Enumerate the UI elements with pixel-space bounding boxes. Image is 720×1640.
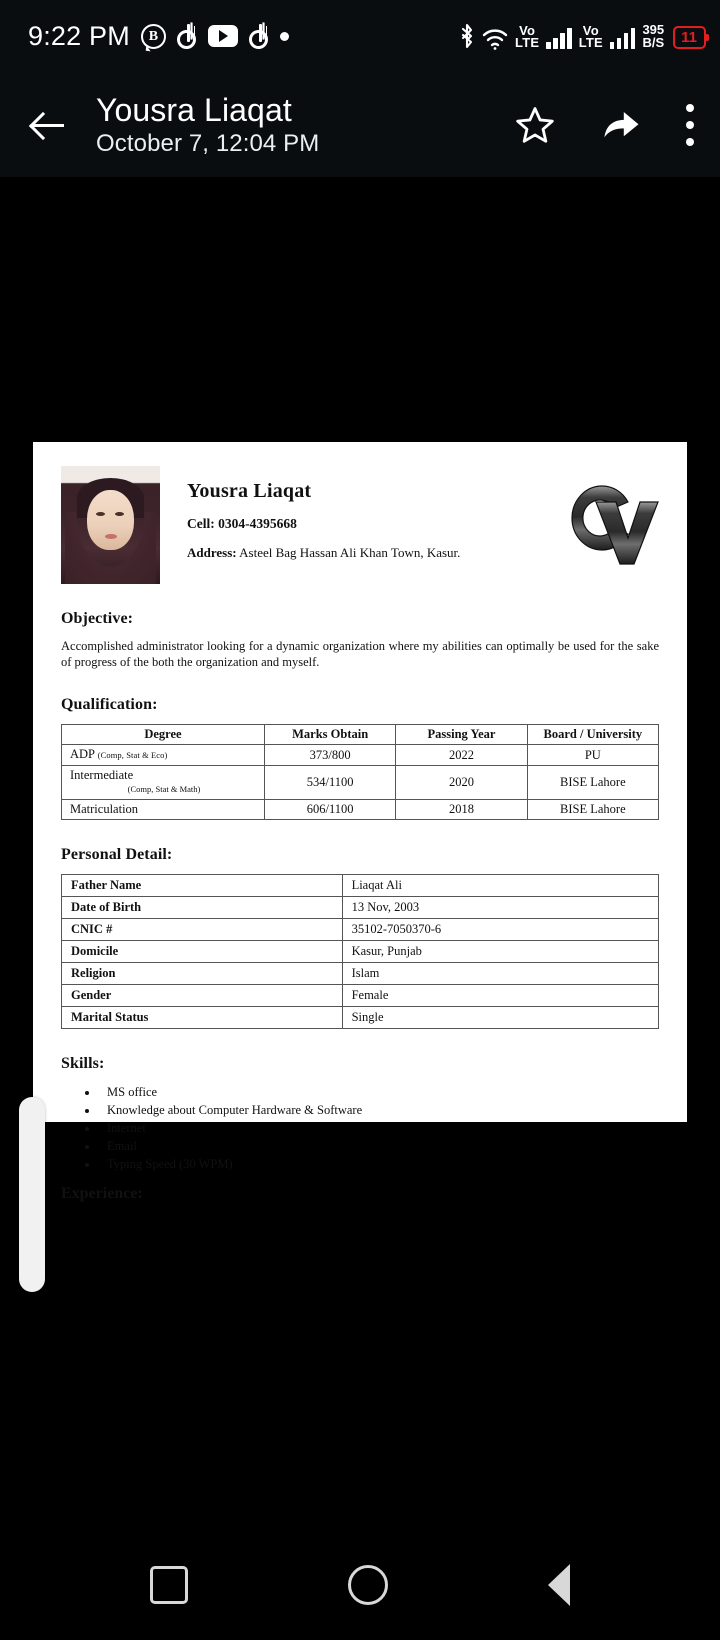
square-recents-icon[interactable]: [150, 1566, 188, 1604]
app-bar-titles: [96, 91, 319, 159]
cell-value: Single: [342, 1007, 658, 1029]
cell-value: Islam: [342, 963, 658, 985]
profile-photo: [61, 466, 160, 584]
table-row: [62, 897, 659, 919]
degree-name: Intermediate: [70, 768, 134, 782]
app-bar: [0, 72, 720, 177]
cv-identity: [160, 466, 544, 561]
circle-home-icon[interactable]: [348, 1565, 388, 1605]
cv-name: Yousra Liaqat: [187, 480, 312, 502]
table-header-row: [62, 725, 659, 745]
list-item: • MS office: [99, 1083, 659, 1101]
cell-key: Father Name: [62, 875, 343, 897]
cell-degree: [62, 745, 265, 766]
table-row: [62, 745, 659, 766]
cell-value: 35102-7050370-6: [342, 919, 658, 941]
cv-logo-icon: [544, 472, 659, 567]
tiktok-icon: [177, 24, 197, 49]
cell-board: BISE Lahore: [527, 800, 658, 820]
cv-cell-label: Cell:: [187, 516, 215, 531]
cell-key: Date of Birth: [62, 897, 343, 919]
cv-address-label: Address:: [187, 545, 237, 560]
share-icon[interactable]: [600, 104, 642, 146]
table-row: [62, 985, 659, 1007]
table-row: [62, 875, 659, 897]
sim2-lte-label: LTE: [578, 35, 603, 50]
cell-degree: [62, 766, 265, 800]
cell-key: Gender: [62, 985, 343, 1007]
column-year: Passing Year: [396, 725, 527, 745]
data-speed-unit: B/S: [642, 35, 665, 50]
cell-key: Domicile: [62, 941, 343, 963]
sim1-volte-icon: [515, 25, 539, 49]
page-subtitle: October 7, 12:04 PM: [96, 129, 320, 157]
kebab-dot: [686, 121, 694, 129]
wifi-icon: [482, 27, 508, 49]
table-row: [62, 963, 659, 985]
cell-key: CNIC #: [62, 919, 343, 941]
column-degree: Degree: [62, 725, 265, 745]
page-title: Yousra Liaqat: [96, 91, 292, 128]
degree-name: ADP: [70, 747, 95, 761]
status-bar: [0, 0, 720, 72]
objective-text: Accomplished administrator looking for a dynamic organization where my abilities can optimally be used for the sake of progress of the both the organization and myself.: [61, 639, 659, 669]
cell-marks: 373/800: [264, 745, 395, 766]
data-speed-indicator: [642, 23, 664, 49]
cell-value: 13 Nov, 2003: [342, 897, 658, 919]
kebab-dot: [686, 104, 694, 112]
cell-year: 2020: [396, 766, 527, 800]
skills-heading: Skills:: [61, 1055, 105, 1072]
battery-indicator: 11: [673, 26, 706, 49]
cv-content: [33, 442, 687, 1202]
more-options-icon[interactable]: [686, 104, 694, 146]
android-navigation-bar: [0, 1530, 720, 1640]
qualification-heading: Qualification:: [61, 696, 158, 713]
column-marks: Marks Obtain: [264, 725, 395, 745]
table-row: [62, 766, 659, 800]
degree-subject: (Comp, Stat & Eco): [97, 750, 168, 760]
cv-address: [187, 545, 544, 561]
data-speed-value: 395: [642, 22, 665, 37]
qualification-table: [61, 724, 659, 820]
column-board: Board / University: [527, 725, 658, 745]
youtube-icon: [208, 25, 238, 47]
cell-year: 2018: [396, 800, 527, 820]
scroll-handle[interactable]: [19, 1097, 45, 1292]
document-page[interactable]: [33, 442, 687, 1202]
cell-value: Kasur, Punjab: [342, 941, 658, 963]
triangle-back-icon[interactable]: [548, 1564, 570, 1606]
list-item: • Email: [99, 1137, 659, 1155]
degree-subject: (Comp, Stat & Math): [127, 784, 201, 794]
cell-board: PU: [527, 745, 658, 766]
app-bar-actions: [514, 104, 700, 146]
photo-scarf: [65, 512, 156, 584]
sim1-lte-label: LTE: [515, 35, 540, 50]
table-row: [62, 919, 659, 941]
personal-detail-table: [61, 874, 659, 1029]
table-row: [62, 941, 659, 963]
list-item: • Knowledge about Computer Hardware & Software: [99, 1101, 659, 1119]
sim1-signal-icon: [546, 26, 572, 49]
cv-address-value: Asteel Bag Hassan Ali Khan Town, Kasur.: [239, 545, 461, 560]
document-viewer[interactable]: [0, 177, 720, 1640]
cell-degree: Matriculation: [62, 800, 265, 820]
status-bar-left: [28, 21, 289, 52]
cell-value: Liaqat Ali: [342, 875, 658, 897]
cell-key: Religion: [62, 963, 343, 985]
sim1-vo-label: Vo: [519, 23, 536, 38]
sim2-signal-icon: [610, 26, 636, 49]
status-clock: 9:22 PM: [28, 20, 130, 51]
cell-marks: 534/1100: [264, 766, 395, 800]
list-item: • Typing Speed (30 WPM): [99, 1155, 659, 1173]
messenger-b-icon: B: [141, 24, 166, 49]
table-row: [62, 800, 659, 820]
dot-icon: [280, 32, 289, 41]
next-section-heading-clipped: Experience:: [61, 1185, 143, 1202]
objective-heading: Objective:: [61, 610, 134, 627]
cv-cell-value: 0304-4395668: [218, 516, 297, 531]
kebab-dot: [686, 138, 694, 146]
sim2-volte-icon: [579, 25, 603, 49]
cell-board: BISE Lahore: [527, 766, 658, 800]
table-row: [62, 1007, 659, 1029]
sim2-vo-label: Vo: [582, 23, 599, 38]
cell-value: Female: [342, 985, 658, 1007]
skills-list: [99, 1083, 659, 1173]
cell-year: 2022: [396, 745, 527, 766]
bluetooth-icon: [459, 23, 475, 49]
tiktok-icon: [249, 24, 269, 49]
cv-header: [61, 466, 659, 584]
status-bar-right: [459, 23, 706, 49]
cv-cell: [187, 516, 544, 532]
cell-marks: 606/1100: [264, 800, 395, 820]
star-icon[interactable]: [514, 104, 556, 146]
personal-detail-heading: Personal Detail:: [61, 846, 173, 863]
list-item: • Internet: [99, 1119, 659, 1137]
cell-key: Marital Status: [62, 1007, 343, 1029]
back-arrow-icon[interactable]: [26, 102, 72, 148]
